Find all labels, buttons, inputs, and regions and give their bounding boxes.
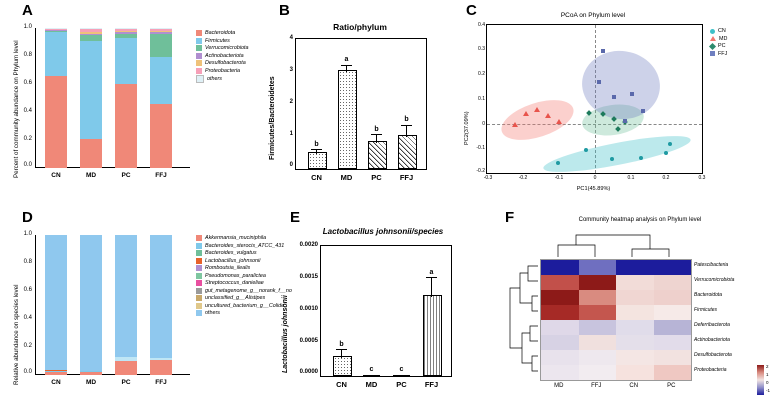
segment-akkermansia [115, 361, 137, 375]
segment-actinobacteriota [45, 30, 67, 31]
stacked-bar [45, 28, 67, 168]
annotation-pc: b [374, 126, 379, 133]
legend-swatch [196, 235, 202, 241]
x-category-label: PC [121, 379, 131, 386]
point-ffj [601, 49, 605, 53]
legend-label: unclassified_g__Alistipes [205, 295, 266, 301]
xtick: -0.3 [483, 175, 493, 181]
heatmap-cell [654, 290, 692, 305]
heatmap-cell [654, 305, 692, 320]
ytick: 2 [289, 99, 293, 105]
bar-pc [368, 141, 387, 169]
ytick: 0.0015 [299, 274, 318, 280]
annotation-ffj: a [429, 269, 434, 276]
ytick: 1 [289, 131, 293, 137]
point-ffj [612, 95, 616, 99]
ytick: 1.0 [23, 231, 32, 237]
heatmap-row-label: Firmicutes [694, 307, 718, 313]
ytick: -0.1 [476, 145, 485, 151]
segment-akkermansia [45, 372, 67, 375]
legend-label: Firmicutes [205, 37, 230, 44]
legend-swatch [196, 53, 202, 59]
ytick: 0 [289, 162, 293, 168]
segment-firmicutes [150, 57, 172, 103]
heatmap-cell [616, 305, 654, 320]
heatmap-cell [616, 335, 654, 350]
legend-label: Pseudomonas_paralictea [205, 272, 266, 279]
heatmap-cell [541, 260, 579, 275]
point-cn [610, 157, 614, 161]
xtick: -0.1 [554, 175, 564, 181]
legend-swatch [196, 68, 202, 74]
segment-actinobacteriota [150, 32, 172, 33]
legend-item [710, 43, 727, 49]
annotation-md: c [369, 366, 374, 373]
point-md [556, 119, 562, 124]
annotation-ffj: b [404, 116, 409, 123]
x-category-label: MD [365, 380, 378, 389]
errorbar-cap-ffj [401, 125, 412, 126]
panel-a-ylabel: Percent of community abundance on Phylum level [13, 40, 20, 178]
panel-f [480, 205, 784, 412]
xtick: -0.2 [518, 175, 528, 181]
legend-marker-triangle-icon [710, 36, 716, 41]
segment-bacteroidota [80, 139, 102, 168]
segment-others [115, 28, 137, 29]
bar-cn [308, 152, 327, 169]
segment-others [80, 235, 102, 371]
errorbar-cn [341, 350, 342, 358]
ytick: 0.0005 [299, 338, 318, 344]
x-category-label: CN [51, 379, 61, 386]
legend-item [196, 60, 249, 66]
panel-e-ylabel: Lactobacillus johnsonii [282, 295, 289, 373]
ytick: 0.4 [23, 315, 32, 321]
panel-c-plot [476, 22, 706, 181]
heatmap-cell [541, 350, 579, 365]
panel-e-title: Lactobacillus johnsonii/species [322, 227, 444, 236]
legend-label: Bacteroidota [205, 30, 236, 36]
ytick: 3 [289, 67, 293, 73]
x-category-label: CN [51, 172, 61, 179]
segment-bacteroidota [45, 76, 67, 168]
legend-item [710, 51, 727, 57]
ytick: 0.3 [478, 46, 485, 52]
panel-b-title: Ratio/phylum [333, 22, 387, 32]
heatmap-cell [579, 305, 617, 320]
legend-marker-square-icon [710, 51, 715, 56]
heatmap-cell [541, 305, 579, 320]
ytick: 1.0 [23, 24, 32, 30]
point-md [523, 111, 529, 116]
heatmap-row-label: Verrucomicrobiota [694, 277, 735, 283]
segment-firmicutes [45, 32, 67, 75]
ytick: 0.2 [478, 71, 485, 77]
point-cn [639, 156, 643, 160]
ytick: 0.0010 [299, 306, 318, 312]
legend-item [196, 30, 249, 36]
annotation-pc: c [399, 366, 404, 373]
ytick: 0.6 [23, 287, 32, 293]
x-category-label: FFJ [424, 380, 439, 389]
legend-label: Proteobacteria [205, 67, 241, 74]
legend-swatch [196, 60, 202, 66]
point-cn [584, 148, 588, 152]
point-ffj [597, 80, 601, 84]
bar-ffj [398, 135, 417, 170]
heatmap-col-label: PC [667, 383, 676, 389]
segment-firmicutes [80, 41, 102, 139]
bar-ffj [423, 295, 442, 376]
heatmap-cell [616, 275, 654, 290]
heatmap-cell [541, 320, 579, 335]
errorbar-cap-md [341, 65, 352, 66]
legend-item [196, 38, 249, 44]
legend-swatch [196, 45, 202, 51]
heatmap-cell [654, 350, 692, 365]
heatmap-cell [579, 335, 617, 350]
x-category-label: FFJ [155, 379, 167, 386]
errorbar-cap-ffj [426, 277, 437, 278]
xtick: 0.1 [627, 175, 635, 181]
bar-md [363, 375, 380, 376]
heatmap-cell [616, 290, 654, 305]
ytick: 0.2 [23, 136, 32, 142]
legend-label: MD [719, 35, 728, 42]
panel-d [0, 205, 292, 412]
segment-akkermansia [80, 372, 102, 375]
segment-proteobacteria [45, 29, 67, 30]
heatmap-cell [541, 275, 579, 290]
ytick: 0.4 [478, 22, 485, 28]
ytick: 0.0000 [299, 369, 318, 375]
legend-label: uncultured_bacterium_g__Colide [205, 302, 285, 309]
errorbar-pc [376, 135, 377, 143]
colorbar-tick: -1 [766, 388, 771, 393]
segment-verrucomicrobiota [115, 34, 137, 38]
segment-verrucomicrobiota [150, 34, 172, 58]
heatmap-cell [616, 365, 654, 380]
colorbar-tick: 0 [766, 380, 769, 385]
segment-others [80, 28, 102, 29]
x-category-label: PC [121, 172, 131, 179]
errorbar-cn [316, 150, 317, 154]
annotation-cn: b [314, 141, 319, 148]
legend-swatch [196, 258, 202, 264]
colorbar-tick: 1 [766, 372, 769, 377]
x-category-label: MD [85, 379, 97, 386]
segment-bacteroides-sterocis [45, 371, 67, 372]
segment-proteobacteria [150, 29, 172, 30]
column-dendrogram [540, 229, 690, 257]
panel-b-plot [289, 35, 427, 182]
errorbar-cap-pc [371, 134, 382, 135]
point-md [512, 122, 518, 127]
heatmap-row-label: Desulfobacterota [694, 352, 732, 358]
x-category-label: PC [396, 380, 407, 389]
heatmap-col-label: FFJ [591, 383, 602, 389]
heatmap-col-label: CN [629, 383, 639, 389]
panel-d-plot [23, 231, 190, 386]
point-ffj [623, 119, 627, 123]
panel-a-plot [23, 24, 190, 179]
heatmap-cell [579, 350, 617, 365]
annotation-cn: b [339, 341, 344, 348]
panel-a-legend [196, 30, 249, 85]
x-category-label: FFJ [155, 172, 167, 179]
point-md [534, 107, 540, 112]
point-cn [668, 142, 672, 146]
segment-desulfobacterota [45, 29, 67, 30]
legend-label: PC [718, 43, 726, 49]
panel-e [268, 205, 478, 412]
ytick: 0.4 [23, 108, 32, 114]
errorbar-ffj [406, 126, 407, 137]
panel-c-ylabel: PC2(37.09%) [464, 111, 470, 145]
panel-a-letter: A [22, 2, 33, 19]
y-axis [35, 235, 36, 375]
x-category-label: FFJ [399, 173, 414, 182]
stacked-bar [150, 28, 172, 168]
segment-bacteroides-sterocis [80, 371, 102, 372]
panel-c [448, 0, 784, 200]
legend-marker-diamond-icon [709, 42, 716, 49]
legend-marker-circle-icon [710, 29, 715, 34]
segment-others [115, 235, 137, 357]
legend-swatch [196, 280, 202, 286]
ytick: -0.2 [476, 168, 485, 174]
panel-b-ylabel: Firmicutes/Bacteroidetes [269, 76, 276, 160]
segment-bacteroides-sterocis [150, 358, 172, 359]
stacked-bar [80, 28, 102, 168]
heatmap-cell [654, 365, 692, 380]
bar-cn [333, 356, 352, 376]
heatmap-row-label: Deferribacterota [694, 322, 730, 328]
point-ffj [641, 109, 645, 113]
legend-label: others [207, 76, 222, 82]
segment-others [45, 28, 67, 29]
heatmap-cell [541, 335, 579, 350]
legend-label: CN [718, 28, 726, 34]
legend-swatch [196, 303, 202, 309]
segment-desulfobacterota [115, 31, 137, 32]
legend-item [710, 28, 727, 34]
panel-d-ylabel: Relative abundance on species level [13, 284, 20, 385]
point-cn [664, 151, 668, 155]
heatmap-cell [654, 335, 692, 350]
segment-actinobacteriota [80, 34, 102, 35]
segment-bacteroidota [150, 104, 172, 168]
ytick: 0 [482, 121, 485, 127]
stacked-bar [115, 28, 137, 168]
legend-item [196, 45, 249, 51]
heatmap-grid [540, 259, 692, 381]
stacked-bar [115, 235, 137, 375]
xtick: 0 [593, 175, 597, 181]
legend-label: Akkermansia_muciniphila [205, 235, 267, 241]
panel-b-letter: B [279, 2, 290, 19]
heatmap-cell [579, 290, 617, 305]
annotation-md: a [344, 56, 349, 63]
heatmap-cell [579, 260, 617, 275]
panel-f-title: Community heatmap analysis on Phylum level [578, 217, 702, 223]
heatmap-cell [616, 320, 654, 335]
heatmap-cell [616, 350, 654, 365]
legend-swatch [196, 273, 202, 279]
stacked-bar [150, 235, 172, 375]
legend-swatch [196, 38, 202, 44]
heatmap-colorbar [757, 365, 764, 395]
panel-d-letter: D [22, 209, 33, 226]
segment-proteobacteria [115, 29, 137, 30]
segment-others [45, 235, 67, 370]
x-category-label: MD [340, 173, 353, 182]
heatmap-row-label: Patescibacteria [694, 262, 729, 268]
heatmap-row-label: Bacteroidota [694, 292, 723, 298]
heatmap-cell [579, 275, 617, 290]
segment-firmicutes [115, 38, 137, 84]
legend-label: others [205, 310, 220, 316]
heatmap-cell [654, 320, 692, 335]
segment-verrucomicrobiota [80, 35, 102, 41]
x-category-label: CN [311, 173, 322, 182]
y-axis [35, 28, 36, 168]
stacked-bar [45, 235, 67, 375]
ytick: 0.0020 [299, 242, 318, 248]
x-category-label: PC [371, 173, 382, 182]
legend-swatch [196, 30, 202, 36]
heatmap-col-label: MD [554, 383, 564, 389]
legend-item [196, 53, 249, 59]
heatmap-cell [579, 365, 617, 380]
legend-swatch [196, 250, 202, 256]
segment-desulfobacterota [150, 31, 172, 32]
legend-label: Bacteroides_sterocis_ATCC_431 [205, 242, 285, 249]
stacked-bar [80, 235, 102, 375]
panel-e-plot [299, 242, 452, 389]
legend-item [196, 75, 249, 83]
segment-actinobacteriota [115, 32, 137, 33]
segment-others [150, 235, 172, 358]
heatmap-row-label: Proteobacteria [694, 367, 727, 373]
heatmap-row-label: Actinobacteriota [694, 337, 730, 343]
x-category-label: CN [336, 380, 347, 389]
heatmap-cell [541, 365, 579, 380]
bar-md [338, 70, 357, 170]
heatmap-cell [654, 260, 692, 275]
xtick: 0.2 [662, 175, 670, 181]
heatmap-cell [654, 275, 692, 290]
ellipse-md [497, 92, 579, 148]
errorbar-md [346, 66, 347, 72]
legend-label: gut_metagenome_g__norank_f__no [205, 287, 292, 294]
ytick: 0.2 [23, 343, 32, 349]
row-dendrogram [502, 259, 538, 381]
errorbar-cap-cn [336, 349, 347, 350]
legend-label: Streptococcus_danieliae [205, 280, 264, 286]
panel-c-legend [710, 28, 727, 58]
legend-swatch [196, 75, 204, 83]
legend-item [710, 36, 727, 42]
point-ffj [630, 92, 634, 96]
panel-f-letter: F [505, 209, 515, 226]
legend-item [196, 68, 249, 74]
segment-desulfobacterota [80, 32, 102, 33]
point-md [545, 113, 551, 118]
errorbar-ffj [431, 278, 432, 297]
legend-label: Verrucomicrobiota [205, 45, 249, 51]
legend-label: Bacteroides_vulgatus [205, 250, 257, 256]
legend-label: Romboutsia_ilealis [205, 265, 251, 271]
heatmap-cell [579, 320, 617, 335]
heatmap-cell [541, 290, 579, 305]
panel-a [0, 0, 260, 200]
legend-label: Desulfobacterota [205, 60, 246, 66]
panel-c-xlabel: PC1(45.89%) [576, 186, 611, 192]
legend-swatch [196, 243, 202, 249]
legend-label: Lactobacillus_johnsonii [205, 257, 261, 264]
bar-pc [393, 375, 410, 376]
heatmap-cell [616, 260, 654, 275]
ytick: 0.8 [23, 259, 32, 265]
legend-swatch [196, 310, 202, 316]
x-category-label: MD [85, 172, 97, 179]
point-cn [556, 161, 560, 165]
legend-swatch [196, 288, 202, 294]
legend-swatch [196, 295, 202, 301]
segment-lactobacillus-johnsonii [45, 370, 67, 371]
xtick: 0.3 [698, 175, 706, 181]
segment-bacteroidota [115, 84, 137, 168]
ytick: 0.6 [23, 80, 32, 86]
ytick: 0.8 [23, 52, 32, 58]
segment-proteobacteria [80, 29, 102, 32]
ytick: 0.0 [23, 162, 32, 168]
colorbar-tick: 2 [766, 364, 769, 369]
legend-label: FFJ [718, 50, 728, 57]
legend-swatch [196, 265, 202, 271]
panel-e-letter: E [290, 209, 301, 226]
panel-c-letter: C [466, 2, 477, 19]
ytick: 0.0 [23, 369, 32, 375]
errorbar-cap-cn [311, 149, 322, 150]
ytick: 4 [289, 35, 293, 41]
segment-akkermansia [150, 360, 172, 375]
ellipse-cn [541, 129, 692, 179]
panel-b [255, 0, 450, 200]
ytick: 0.1 [478, 96, 485, 102]
legend-label: Actinobacteriota [205, 52, 244, 59]
segment-others [150, 28, 172, 29]
panel-c-title: PCoA on Phylum level [560, 12, 626, 19]
segment-verrucomicrobiota [45, 31, 67, 32]
segment-bacteroides-sterocis [115, 357, 137, 361]
